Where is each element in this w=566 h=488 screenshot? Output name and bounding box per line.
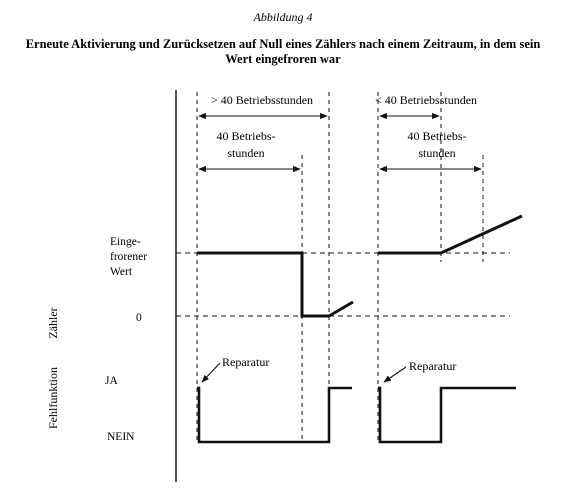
label-frozen-3: Wert xyxy=(110,266,133,278)
interval-right-short-label-2: stunden xyxy=(418,146,456,160)
label-frozen-1: Einge- xyxy=(110,236,141,248)
repair-label-left: Reparatur xyxy=(222,355,270,369)
repair-arrow-left xyxy=(202,363,220,382)
axis-label-fehlfunktion: Fehlfunktion xyxy=(46,367,60,429)
axis-label-zaehler: Zähler xyxy=(46,307,60,339)
counter-trace-right xyxy=(378,216,522,253)
counter-trace-left xyxy=(197,253,353,316)
repair-arrow-right xyxy=(384,367,406,382)
label-frozen-2: frorener xyxy=(110,251,148,263)
label-ja: JA xyxy=(105,375,118,387)
interval-left-short-label-1: 40 Betriebs- xyxy=(216,129,276,143)
label-nein: NEIN xyxy=(107,431,135,443)
figure-title-line1: Erneute Aktivierung und Zurücksetzen auf Null eines Zählers nach einem Zeitraum, in dem sein xyxy=(25,37,541,51)
interval-right-long-label: < 40 Betriebsstunden xyxy=(374,93,478,107)
malfunction-trace-right xyxy=(378,388,516,442)
label-zero: 0 xyxy=(136,312,142,324)
interval-left-short-label-2: stunden xyxy=(227,146,265,160)
interval-left-long-label: > 40 Betriebsstunden xyxy=(210,93,314,107)
repair-label-right: Reparatur xyxy=(409,359,457,373)
malfunction-trace-left xyxy=(197,388,352,442)
figure-label: Abbildung 4 xyxy=(253,10,313,24)
figure-title-line2: Wert eingefroren war xyxy=(225,52,341,66)
interval-right-short-label-1: 40 Betriebs- xyxy=(407,129,467,143)
